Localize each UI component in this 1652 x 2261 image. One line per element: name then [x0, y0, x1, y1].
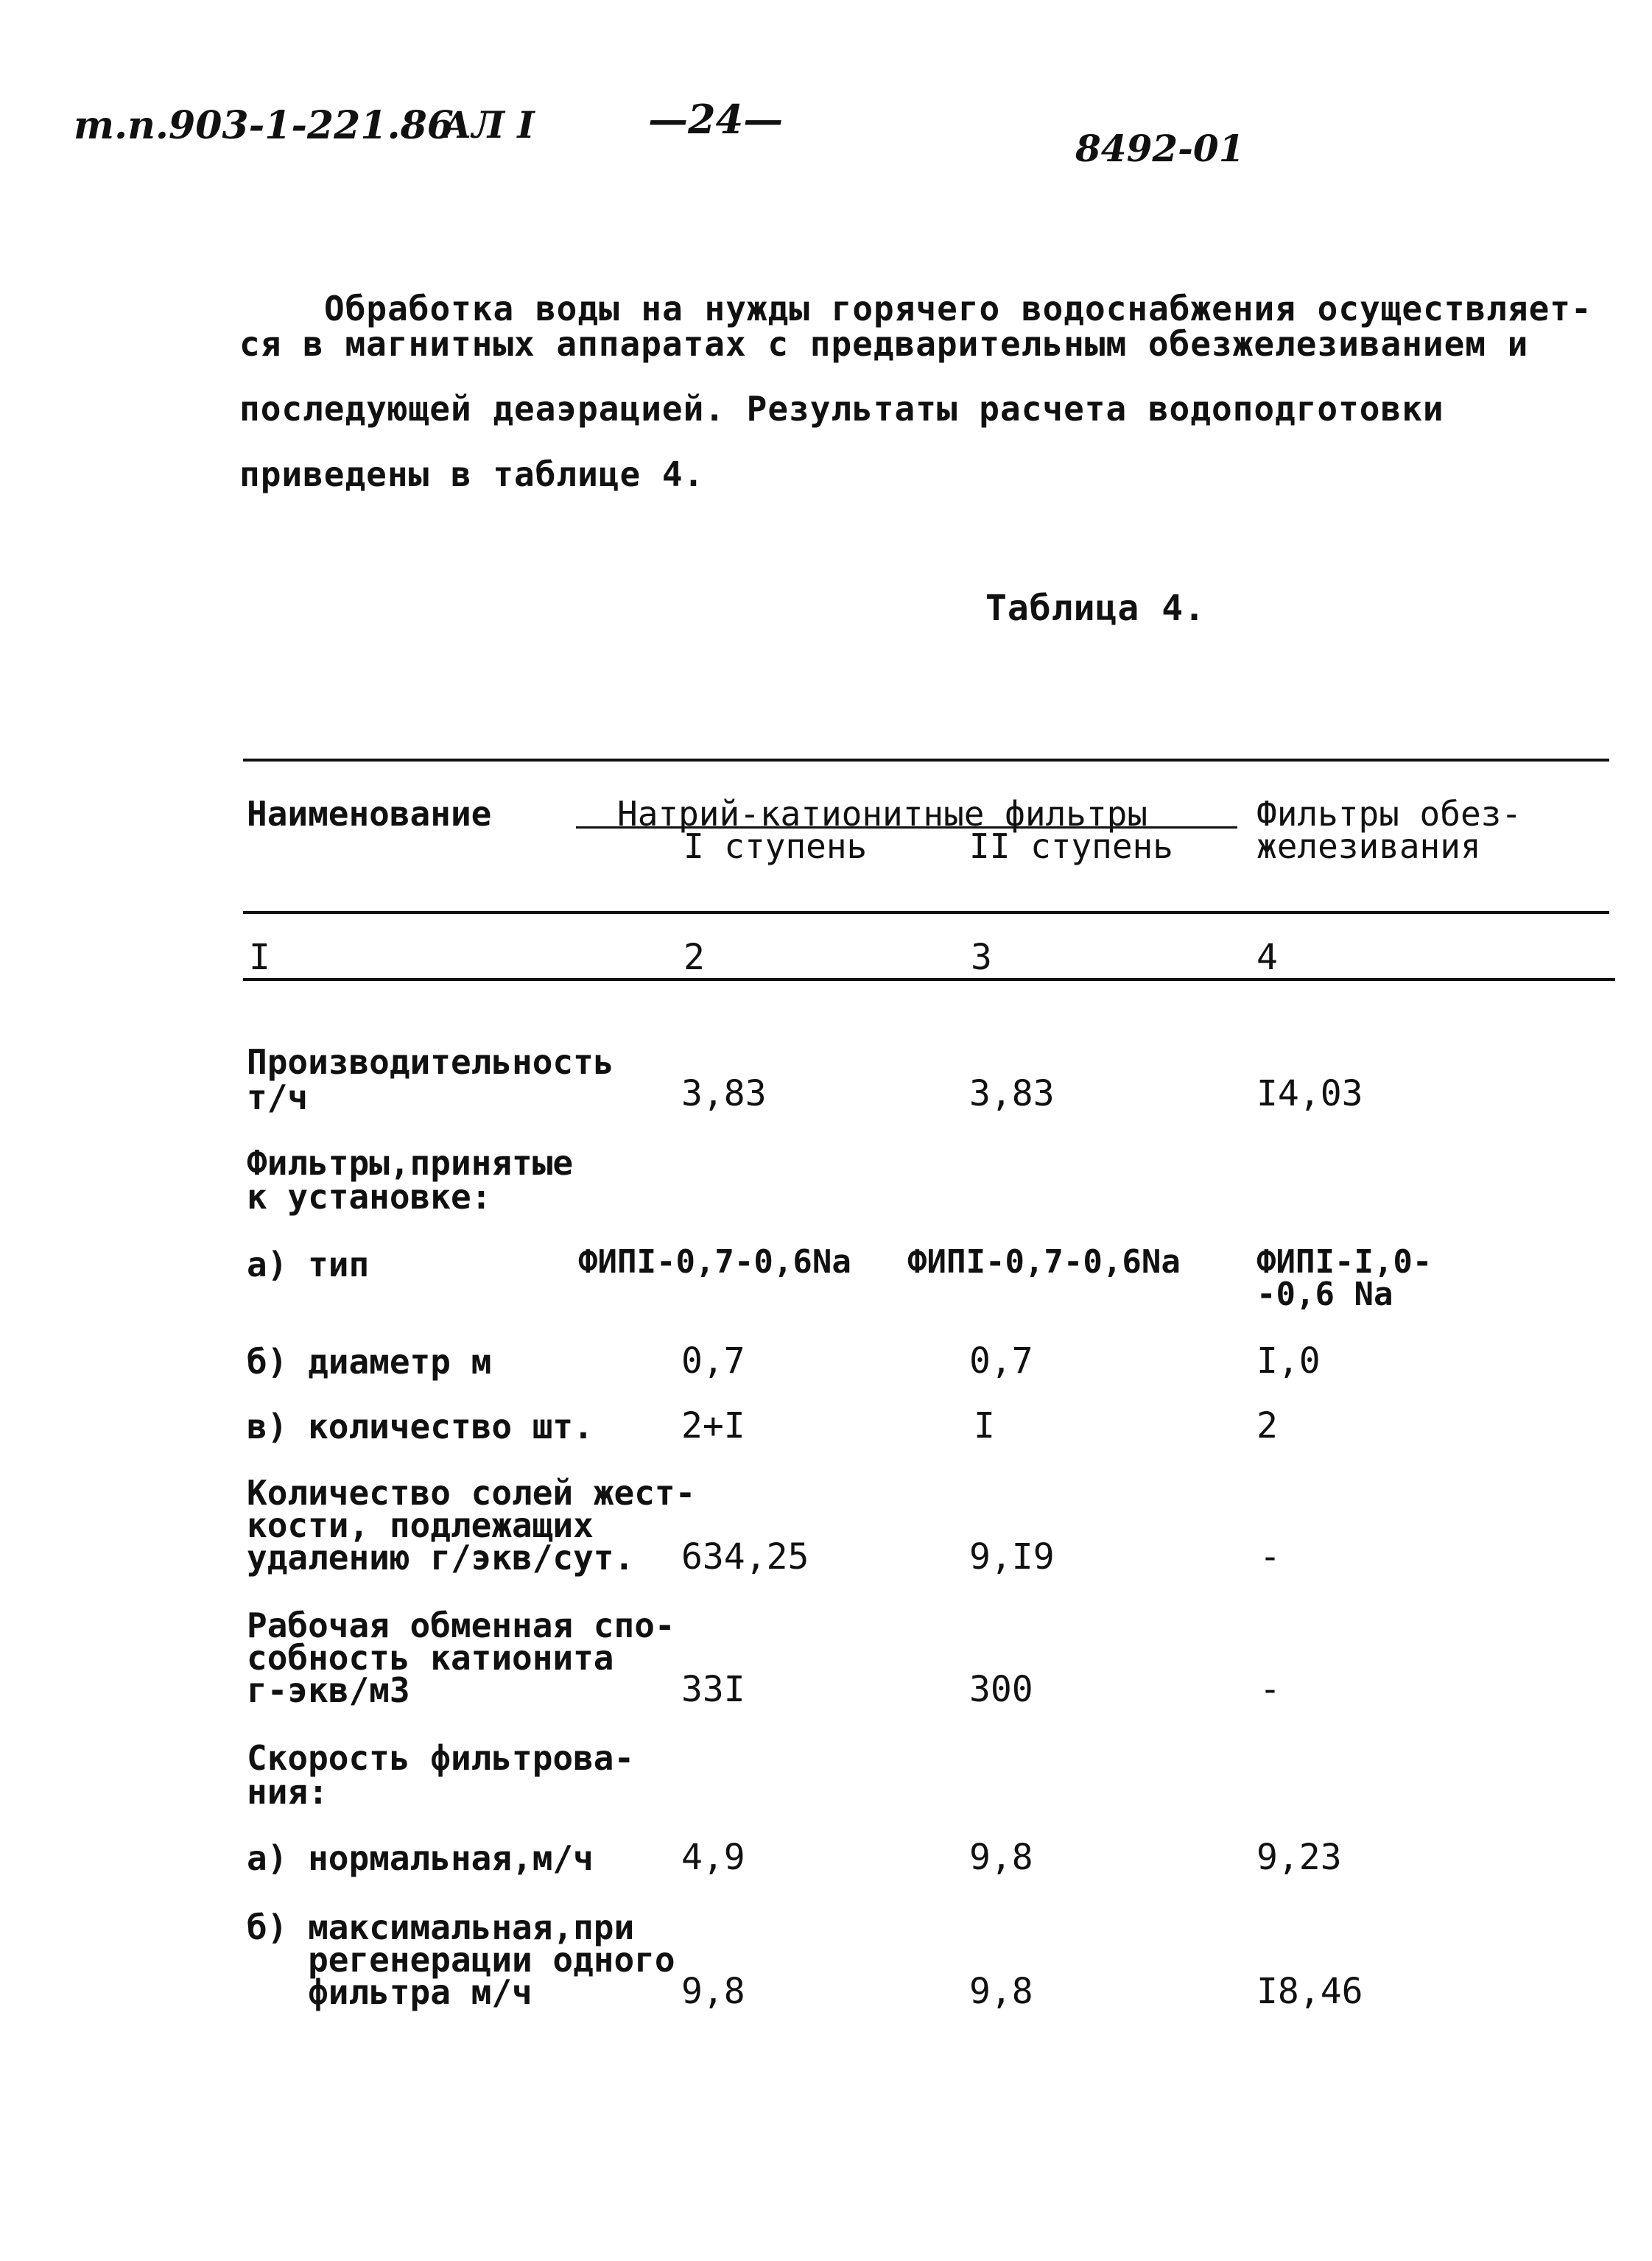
row-label: Производительность	[247, 1042, 614, 1082]
column-number-2: 2	[683, 937, 705, 978]
document-code: 8492-01	[1075, 127, 1245, 170]
column-number-1: I	[249, 937, 270, 978]
row-label: Количество солей жест-	[247, 1473, 696, 1513]
row-value-deferrization: -0,6 Na	[1256, 1276, 1393, 1313]
row-label: т/ч	[247, 1077, 309, 1117]
row-label: Скорость фильтрова-	[247, 1738, 635, 1778]
row-value-stage1: 3,83	[681, 1073, 767, 1114]
row-value-stage2: 0,7	[969, 1340, 1033, 1382]
row-value-deferrization: -	[1259, 1669, 1281, 1710]
row-label: в) количество шт.	[247, 1407, 594, 1446]
album-mark: АЛ I	[442, 103, 535, 147]
row-value-stage2: 300	[969, 1669, 1033, 1710]
header-name: Наименование	[247, 794, 492, 834]
table-title: Таблица 4.	[985, 588, 1206, 629]
row-label: г-экв/м3	[247, 1670, 410, 1710]
row-label: б) максимальная,при	[247, 1907, 635, 1947]
row-label: кости, подлежащих	[247, 1505, 594, 1545]
row-value-stage2: 9,8	[969, 1837, 1033, 1878]
row-value-stage2: 3,83	[969, 1073, 1055, 1114]
paragraph-line-4: приведены в таблице 4.	[239, 454, 705, 494]
paragraph-line-2: ся в магнитных аппаратах с предварительным обезжелезиванием и	[239, 324, 1529, 364]
row-value-stage1: 634,25	[681, 1536, 809, 1578]
row-value-stage1: 33I	[681, 1669, 745, 1710]
row-value-stage1: ФИПI-0,7-0,6Na	[578, 1243, 851, 1281]
header-col4-line2: железивания	[1256, 826, 1481, 866]
row-value-deferrization: I4,03	[1256, 1073, 1363, 1114]
page-number: —24—	[648, 96, 784, 143]
row-value-stage1: 2+I	[681, 1405, 745, 1446]
row-value-stage2: 9,8	[969, 1971, 1033, 2012]
row-value-stage2: 9,I9	[969, 1536, 1055, 1578]
row-label: регенерации одного	[247, 1940, 675, 1980]
column-number-4: 4	[1256, 937, 1278, 978]
row-label: к установке:	[247, 1177, 492, 1217]
row-label: собность катионита	[247, 1638, 614, 1678]
row-label: удалению г/экв/сут.	[247, 1538, 635, 1578]
header-bottom-rule	[243, 911, 1609, 914]
row-value-deferrization: I8,46	[1256, 1971, 1363, 2012]
header-group: Натрий-катионитные фильтры	[617, 794, 1148, 834]
row-value-deferrization: 2	[1256, 1405, 1278, 1446]
header-stage-1: I ступень	[683, 826, 868, 866]
column-number-3: 3	[971, 937, 992, 978]
document-reference: т.п.903-1-221.86	[74, 103, 454, 148]
paragraph-line-3: последующей деаэрацией. Результаты расчета водоподготовки	[239, 389, 1444, 429]
row-label: Фильтры,принятые	[247, 1143, 574, 1183]
row-label: а) нормальная,м/ч	[247, 1838, 594, 1878]
row-label: Рабочая обменная спо-	[247, 1606, 675, 1645]
row-value-deferrization: I,0	[1256, 1340, 1321, 1382]
table-top-rule	[243, 759, 1609, 762]
row-value-stage1: 4,9	[681, 1837, 745, 1878]
paragraph-line-1: Обработка воды на нужды горячего водоснабжения осуществляет-	[324, 289, 1592, 328]
header-stage-2: II ступень	[969, 826, 1173, 866]
header-col4-line1: Фильтры обез-	[1256, 794, 1522, 834]
row-label: б) диаметр м	[247, 1342, 492, 1382]
row-label: ния:	[247, 1772, 328, 1812]
row-value-stage1: 0,7	[681, 1340, 745, 1382]
row-value-stage2: ФИПI-0,7-0,6Na	[907, 1243, 1181, 1281]
row-value-deferrization: 9,23	[1256, 1837, 1342, 1878]
row-value-deferrization: ФИПI-I,0-	[1256, 1243, 1433, 1281]
row-value-stage2: I	[974, 1405, 995, 1446]
row-value-stage1: 9,8	[681, 1971, 745, 2012]
row-label: фильтра м/ч	[247, 1972, 532, 2012]
row-label: а) тип	[247, 1245, 370, 1284]
row-value-deferrization: -	[1259, 1536, 1281, 1578]
column-numbers-rule	[243, 978, 1615, 981]
